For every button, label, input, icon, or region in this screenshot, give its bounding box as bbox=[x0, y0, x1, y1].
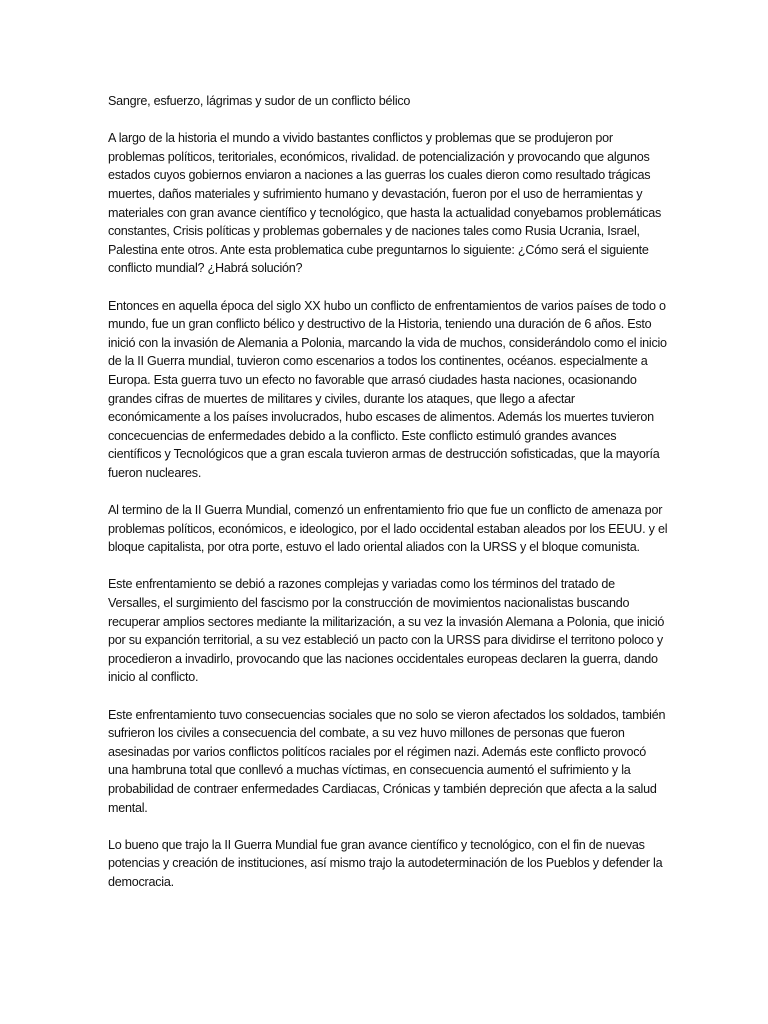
paragraph-4: Este enfrentamiento se debió a razones complejas y variadas como los términos del tratado de Versalles, el surgimiento del fascismo por la construcción de movimientos nacionalistas buscando recuperar amplios sectores mediante la militarización, a su vez la invasión Alemana a Polonia, que inició por su expanción territorial, a su vez estableció un pacto con la URSS para dividirse el territono poloco y procedieron a invadirlo, provocando que las naciones occidentales europeas declaren la guerra, dando inicio al conflicto. bbox=[108, 577, 665, 685]
paragraph-2: Entonces en aquella época del siglo XX hubo un conflicto de enfrentamientos de varios países de todo o mundo, fue un gran conflicto bélico y destructivo de la Historia, teniendo una duración de 6 años. Esto inició con la invasión de Alemania a Polonia, marcando la vida de muchos, considerándolo como el inicio de la II Guerra mundial, tuvieron como escenarios a todos los continentes, océanos. especialmente a Europa. Esta guerra tuvo un efecto no favorable que arrasó ciudades hasta naciones, ocasionando grandes cifras de muertes de militares y civiles, durante los ataques, que llego a afectar económicamente a los países involucrados, hubo escases de alimentos. Además los muertes tuvieron concecuencias de enfermedades debido a la conflicto. Este conflicto estimuló grandes avances científicos y Tecnológicos que a gran escala tuvieron armas de destrucción sofisticadas, que la mayoría fueron nucleares. bbox=[108, 298, 667, 480]
document-body bbox=[108, 92, 668, 910]
paragraph-6: Lo bueno que trajo la II Guerra Mundial fue gran avance científico y tecnológico, con el fin de nuevas potencias y creación de instituciones, así mismo trajo la autodeterminación de los Pueblos y defender la democracia. bbox=[108, 837, 663, 889]
paragraph-3: Al termino de la II Guerra Mundial, comenzó un enfrentamiento frio que fue un conflicto de amenaza por problemas políticos, económicos, e ideologico, por el lado occidental estaban aleados por los EEUU. y el bloque capitalista, por otra porte, estuvo el lado oriental aliados con la URSS y el bloque comunista. bbox=[108, 503, 668, 555]
paragraph-1: A largo de la historia el mundo a vivido bastantes conflictos y problemas que se produjeron por problemas políticos, teritoriales, económicos, rivalidad. de potencialización y provocando que algunos estados cuyos gobiernos enviaron a naciones a las guerras los cuales dieron como resultado trágicas muertes, daños materiales y sufrimiento humano y devastación, fueron por el uso de herramientas y materiales con gran avance científico y tecnológico, que hasta la actualidad conyebamos problemáticas constantes, Crisis políticas y problemas gobernales y de naciones tales como Rusia Ucrania, Israel, Palestina ente otros. Ante esta problematica cube preguntarnos lo siguiente: ¿Cómo será el siguiente conflicto mundial? ¿Habrá solución? bbox=[108, 131, 661, 276]
paragraph-5: Este enfrentamiento tuvo consecuencias sociales que no solo se vieron afectados los soldados, también sufrieron los civiles a consecuencia del combate, a su vez huvo millones de personas que fueron asesinadas por varios conflictos politícos raciales por el régimen nazi. Además este conflicto provocó una hambruna total que conllevó a muchas víctimas, en consecuencia aumentó el sufrimiento y la probabilidad de contraer enfermedades Cardiacas, Crónicas y también depreción que afecta a la salud mental. bbox=[108, 707, 666, 815]
document-title: Sangre, esfuerzo, lágrimas y sudor de un conflicto bélico bbox=[108, 94, 411, 108]
